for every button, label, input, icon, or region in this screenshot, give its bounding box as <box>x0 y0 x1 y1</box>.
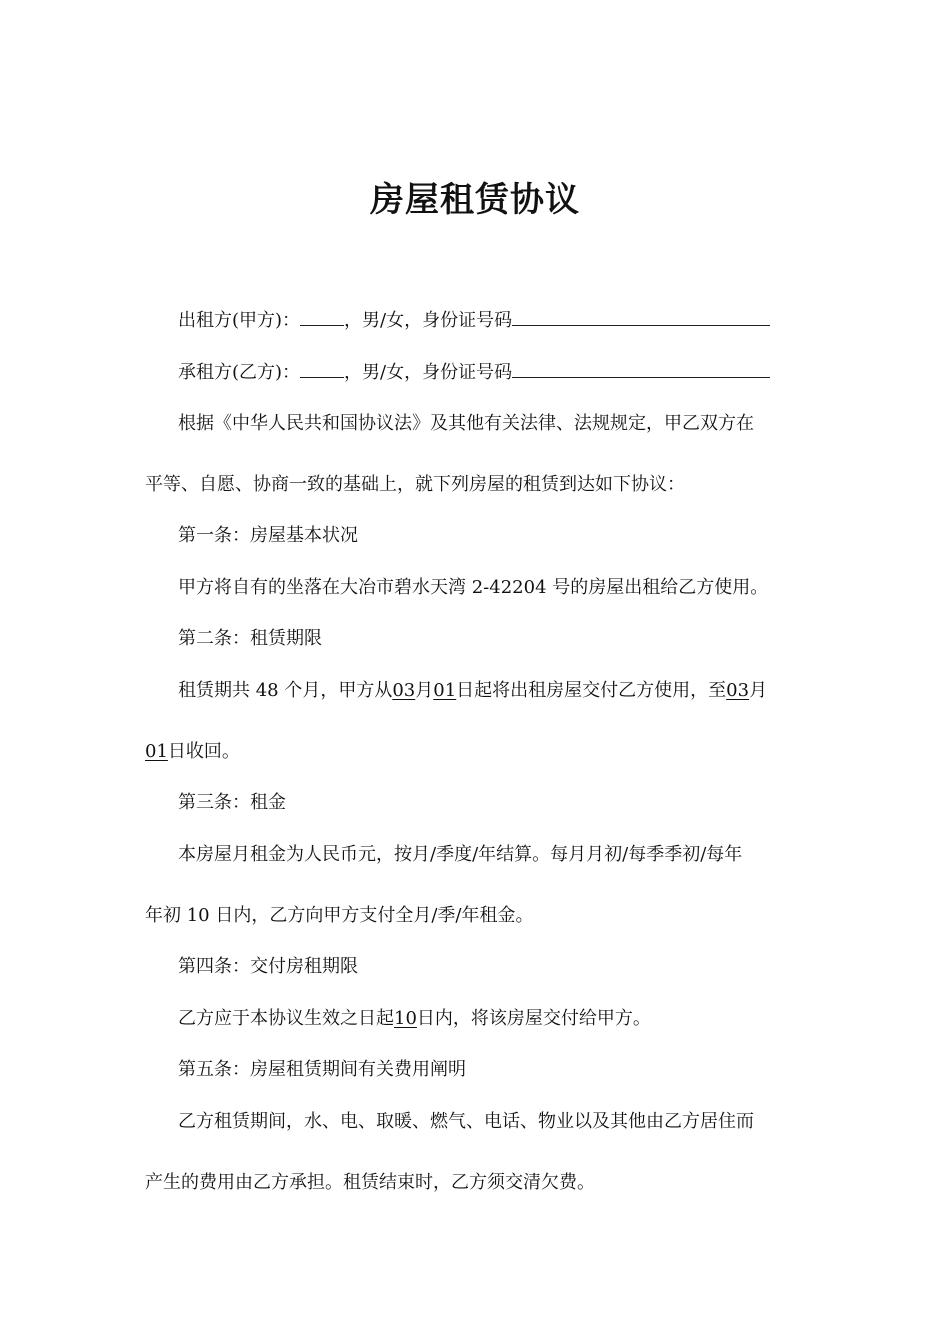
article-4-text-b: 日内，将该房屋交付给甲方。 <box>416 1008 651 1029</box>
article-3-line-1: 本房屋月租金为人民币元，按月/季度/年结算。每月月初/每季季初/每年 <box>178 844 743 865</box>
start-month: 03 <box>392 680 416 701</box>
end-month: 03 <box>726 680 750 701</box>
article-2-heading: 第二条：租赁期限 <box>178 628 322 649</box>
start-day: 01 <box>433 680 457 701</box>
lease-term-text: 租赁期共 48 个月，甲方从 <box>178 680 393 701</box>
article-4-heading: 第四条：交付房租期限 <box>178 956 358 977</box>
party-b-line <box>178 358 838 388</box>
party-b-label: 承租方(乙方)： <box>178 362 301 383</box>
intro-line-1: 根据《中华人民共和国协议法》及其他有关法律、法规规定，甲乙双方在 <box>178 413 754 434</box>
article-5-heading: 第五条：房屋租赁期间有关费用阐明 <box>178 1059 466 1080</box>
article-1-heading: 第一条：房屋基本状况 <box>178 525 358 546</box>
party-b-gender-id-label: ，男/女，身份证号码 <box>344 362 513 383</box>
article-1-text: 甲方将自有的坐落在大冶市碧水天湾 2-42204 号的房屋出租给乙方使用。 <box>178 577 769 598</box>
party-a-name-blank <box>300 308 344 326</box>
article-4-text <box>178 1004 838 1034</box>
handover-days: 10 <box>394 1008 417 1029</box>
month-label: 月 <box>415 680 434 701</box>
article-2-line-2 <box>145 737 805 767</box>
intro-line-2: 平等、自愿、协商一致的基础上，就下列房屋的租赁到达如下协议： <box>145 474 685 495</box>
article-4-text-a: 乙方应于本协议生效之日起 <box>178 1008 394 1029</box>
party-b-name-blank <box>300 360 344 378</box>
end-day: 01 <box>145 741 168 762</box>
document-title: 房屋租赁协议 <box>370 180 580 220</box>
party-a-gender-id-label: ，男/女，身份证号码 <box>344 310 513 331</box>
article-3-line-2: 年初 10 日内，乙方向甲方支付全月/季/年租金。 <box>145 905 534 926</box>
party-a-line <box>178 306 838 336</box>
article-5-line-2: 产生的费用由乙方承担。租赁结束时，乙方须交清欠费。 <box>145 1172 595 1193</box>
month-label: 月 <box>749 680 768 701</box>
article-5-line-1: 乙方租赁期间，水、电、取暖、燃气、电话、物业以及其他由乙方居住而 <box>178 1111 754 1132</box>
article-3-heading: 第三条：租金 <box>178 792 286 813</box>
article-2-line-1 <box>178 676 838 706</box>
handover-text: 日起将出租房屋交付乙方使用，至 <box>456 680 727 701</box>
return-text: 日收回。 <box>167 741 240 762</box>
party-a-label: 出租方(甲方)： <box>178 310 301 331</box>
party-a-id-blank <box>512 308 770 326</box>
party-b-id-blank <box>512 360 770 378</box>
